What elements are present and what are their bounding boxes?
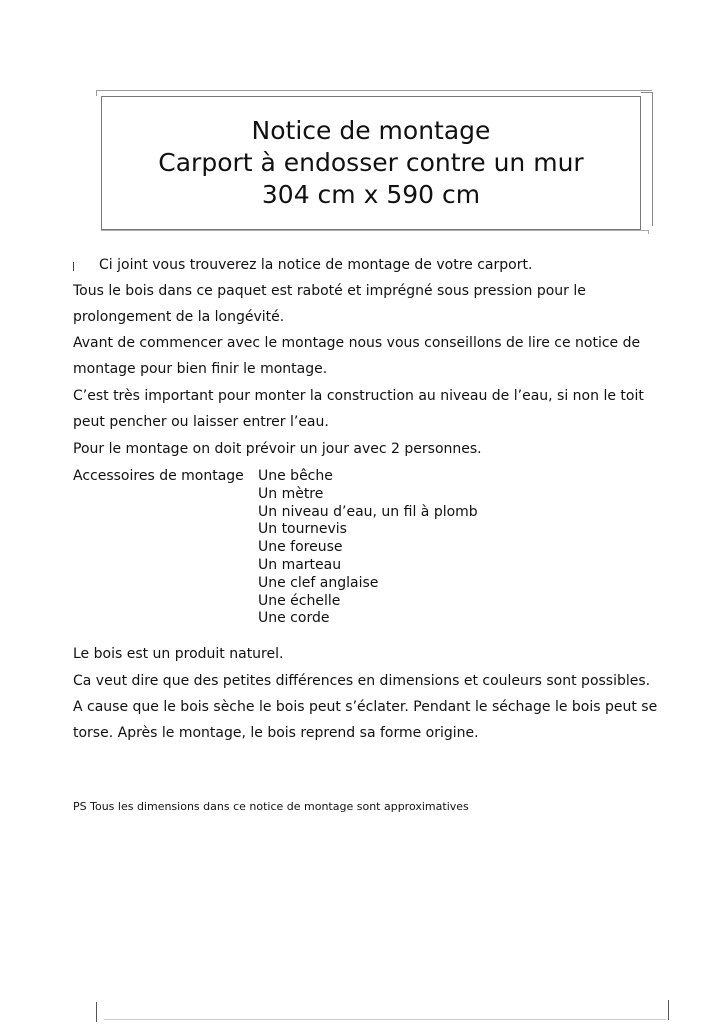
bullet-mark — [73, 262, 74, 271]
title-line-2: Carport à endosser contre un mur — [158, 148, 584, 177]
accessory-item: Un mètre — [258, 486, 324, 502]
intro-paragraph-5: Pour le montage on doit prévoir un jour avec 2 personnes. — [73, 441, 482, 457]
intro-paragraph-3a: Avant de commencer avec le montage nous vous conseillons de lire ce notice de — [73, 335, 641, 351]
accessory-item: Un marteau — [258, 557, 342, 573]
scan-margin-mark-left — [96, 1002, 97, 1022]
wood-paragraph-3b: torse. Après le montage, le bois reprend sa forme origine. — [73, 725, 479, 741]
wood-paragraph-1: Le bois est un produit naturel. — [73, 646, 284, 662]
accessory-item: Une corde — [258, 610, 330, 626]
title-line-3: 304 cm x 590 cm — [261, 180, 481, 209]
intro-paragraph-1: Ci joint vous trouverez la notice de montage de votre carport. — [99, 257, 533, 273]
wood-paragraph-3a: A cause que le bois sèche le bois peut s’éclater. Pendant le séchage le bois peut se — [73, 699, 658, 715]
accessory-item: Une foreuse — [258, 539, 343, 555]
intro-paragraph-3b: montage pour bien finir le montage. — [73, 361, 328, 377]
accessory-item: Une bêche — [258, 468, 333, 484]
intro-paragraph-4b: peut pencher ou laisser entrer l’eau. — [73, 414, 329, 430]
title-box-shadow-right — [641, 92, 653, 226]
accessory-item: Une clef anglaise — [258, 575, 379, 591]
accessories-label: Accessoires de montage — [73, 468, 244, 484]
accessory-item: Un niveau d’eau, un fil à plomb — [258, 504, 478, 520]
intro-paragraph-2a: Tous le bois dans ce paquet est raboté et imprégné sous pression pour le — [73, 283, 586, 299]
scan-margin-mark-bottom — [104, 1019, 666, 1020]
accessory-item: Une échelle — [258, 593, 341, 609]
intro-paragraph-2b: prolongement de la longévité. — [73, 309, 285, 325]
wood-paragraph-2: Ca veut dire que des petites différences en dimensions et couleurs sont possibles. — [73, 673, 651, 689]
accessory-item: Un tournevis — [258, 521, 347, 537]
intro-paragraph-4a: C’est très important pour monter la construction au niveau de l’eau, si non le toit — [73, 388, 644, 404]
title-line-1: Notice de montage — [251, 116, 491, 145]
ps-note: PS Tous les dimensions dans ce notice de montage sont approximatives — [73, 800, 469, 813]
scan-margin-mark-right — [668, 1000, 669, 1020]
title-box-shadow-bottom — [101, 230, 649, 234]
title-box — [101, 96, 641, 230]
